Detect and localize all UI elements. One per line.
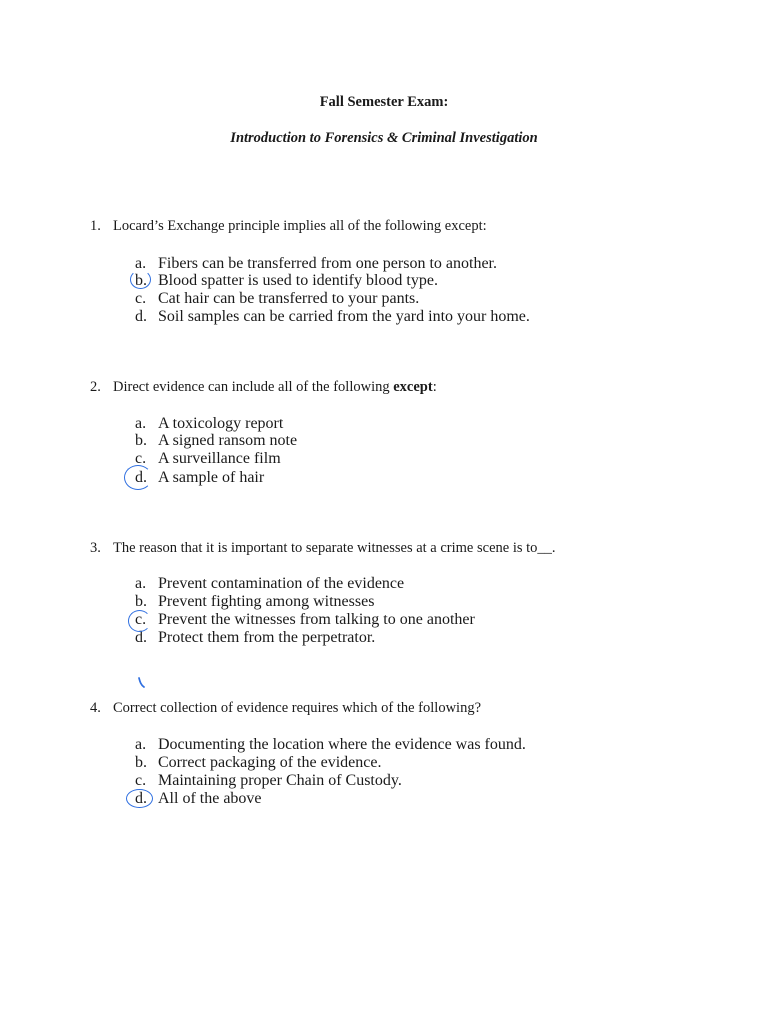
answer-circle-mark [126, 789, 153, 808]
option-text: A surveillance film [158, 450, 281, 467]
q4-option-a [0, 736, 768, 754]
option-letter: a. [135, 575, 147, 592]
q3-option-d [0, 629, 768, 647]
option-letter: d. [135, 629, 147, 646]
q4-option-c [0, 772, 768, 790]
option-text: Fibers can be transferred from one person to another. [158, 255, 497, 272]
answer-circle-mark [130, 270, 151, 289]
q3-option-a [0, 575, 768, 593]
answer-circle-mark [128, 610, 151, 632]
q4-option-b [0, 754, 768, 772]
option-letter: c. [135, 611, 147, 628]
exam-subtitle: Introduction to Forensics & Criminal Investigation [230, 130, 538, 146]
option-text: A signed ransom note [158, 432, 298, 449]
question-number: 1. [90, 218, 101, 234]
option-text: Maintaining proper Chain of Custody. [158, 772, 402, 789]
question-text: The reason that it is important to separate witnesses at a crime scene is to__. [113, 540, 556, 556]
option-text: Protect them from the perpetrator. [158, 629, 376, 646]
option-text: All of the above [158, 790, 262, 807]
question-number: 2. [90, 379, 101, 395]
question-text: Locard’s Exchange principle implies all of the following except: [113, 218, 487, 234]
option-text: Blood spatter is used to identify blood type. [158, 272, 438, 289]
option-text: Prevent contamination of the evidence [158, 575, 405, 592]
option-text: Prevent the witnesses from talking to one another [158, 611, 475, 628]
q3-option-b [0, 593, 768, 611]
option-text: Soil samples can be carried from the yard into your home. [158, 308, 530, 325]
option-letter: b. [135, 432, 147, 449]
option-text: Documenting the location where the evidence was found. [158, 736, 526, 753]
q1-option-c [0, 290, 768, 308]
question-text: Correct collection of evidence requires which of the following? [113, 700, 482, 716]
q4-option-d [0, 790, 768, 808]
exam-title: Fall Semester Exam: [319, 94, 449, 110]
question-number: 3. [90, 540, 101, 556]
option-letter: c. [135, 772, 147, 789]
q1-option-b [0, 272, 768, 290]
question-number: 4. [90, 700, 101, 716]
option-letter: b. [135, 593, 147, 610]
q2-option-d [0, 469, 768, 487]
q1-option-d [0, 308, 768, 326]
q2-option-b [0, 432, 768, 450]
option-text: A toxicology report [158, 415, 284, 432]
option-letter: d. [135, 469, 147, 486]
option-text: Prevent fighting among witnesses [158, 593, 375, 610]
option-letter: d. [135, 308, 147, 325]
question-text: Direct evidence can include all of the following except: [113, 379, 437, 395]
q1-option-a [0, 255, 768, 273]
option-letter: a. [135, 736, 147, 753]
option-text: Cat hair can be transferred to your pants. [158, 290, 420, 307]
option-text: A sample of hair [158, 469, 265, 486]
option-letter: b. [135, 754, 147, 771]
q2-option-a [0, 415, 768, 433]
option-text: Correct packaging of the evidence. [158, 754, 382, 771]
pen-stroke-mark [136, 676, 148, 690]
option-letter: d. [135, 790, 147, 807]
q3-option-c [0, 611, 768, 629]
option-letter: c. [135, 290, 147, 307]
option-letter: a. [135, 415, 147, 432]
option-letter: c. [135, 450, 147, 467]
option-letter: b. [135, 272, 147, 289]
answer-circle-mark [124, 465, 152, 490]
option-letter: a. [135, 255, 147, 272]
q2-option-c [0, 450, 768, 468]
